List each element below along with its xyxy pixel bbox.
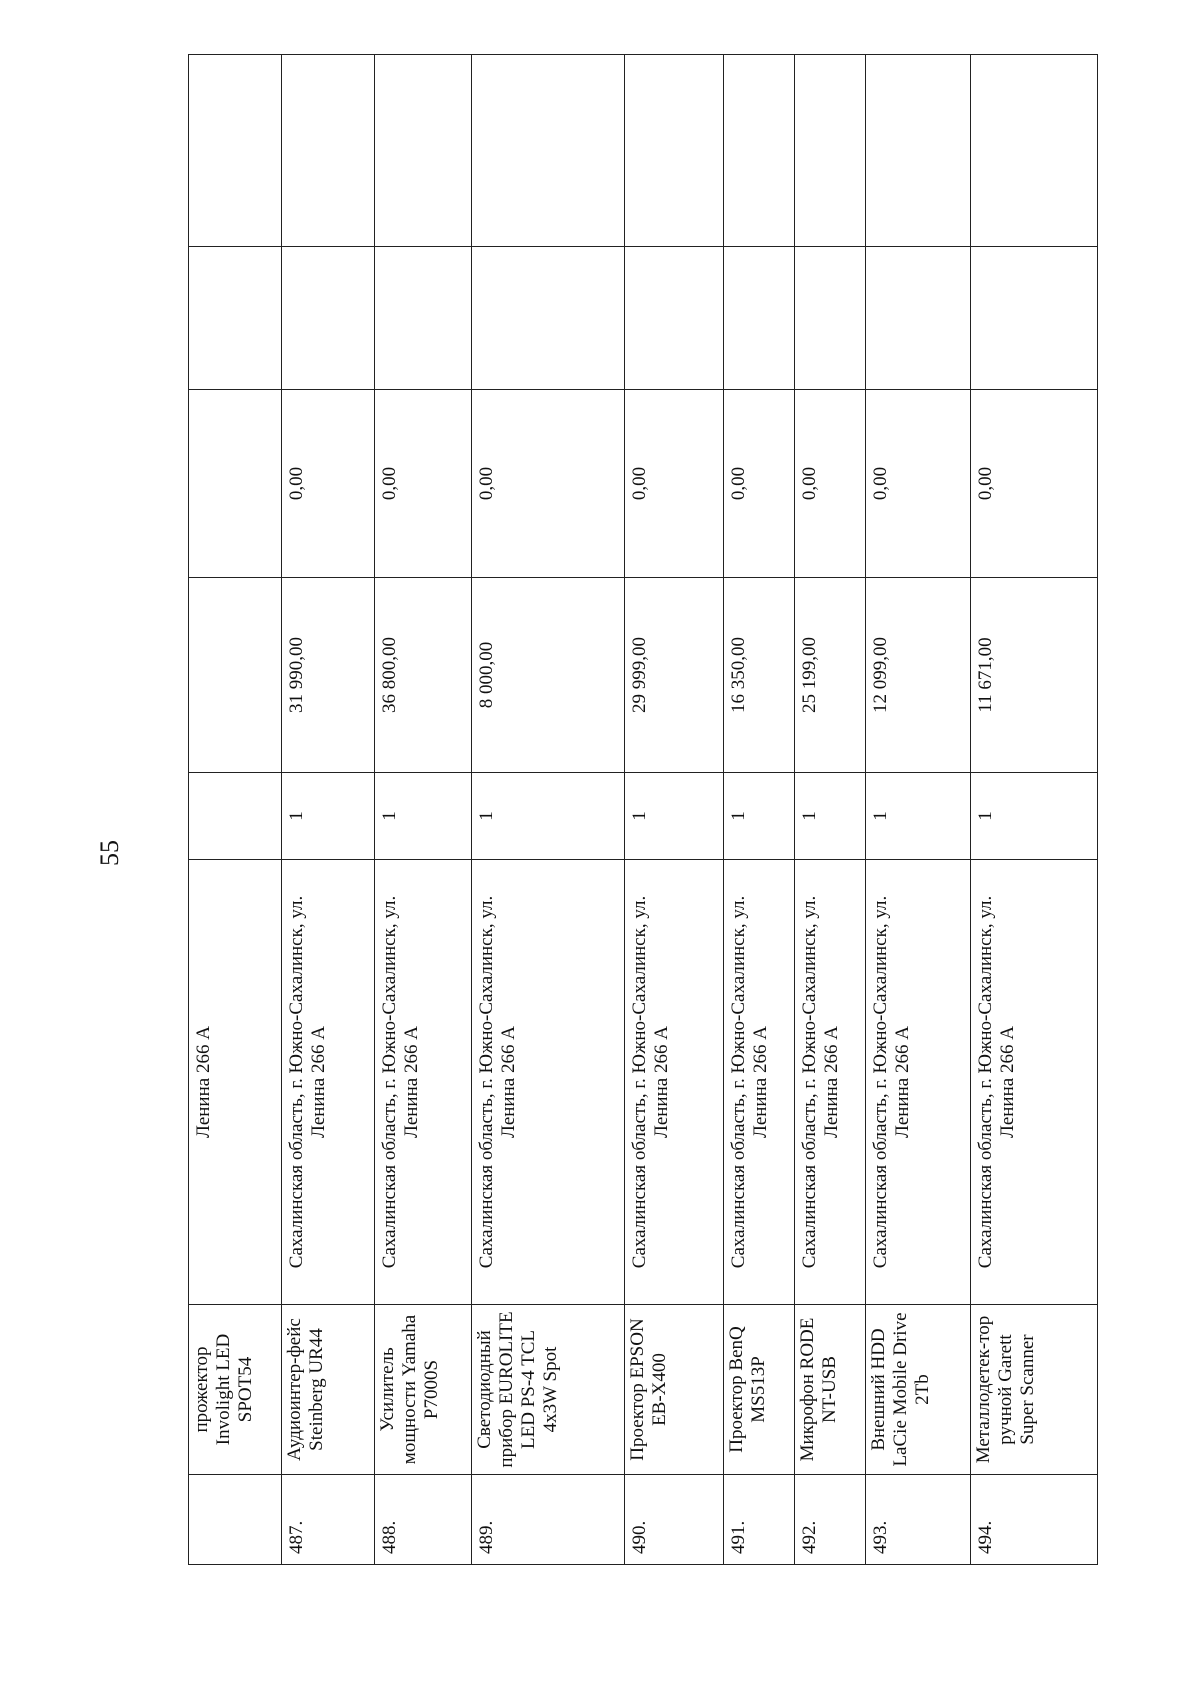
item-residual [189, 390, 282, 578]
table-row [189, 55, 282, 1565]
item-extra-2 [724, 55, 795, 247]
row-number: 488. [375, 1475, 472, 1565]
table-row [724, 55, 795, 1565]
item-extra-1 [724, 247, 795, 390]
item-quantity: 1 [625, 773, 724, 860]
row-number: 487. [281, 1475, 375, 1565]
item-cost: 8 000,00 [472, 578, 625, 773]
item-extra-1 [795, 247, 866, 390]
row-number: 493. [866, 1475, 970, 1565]
item-residual: 0,00 [625, 390, 724, 578]
item-address: Сахалинская область, г. Южно-Сахалинск, ул. Ленина 266 А [724, 860, 795, 1305]
table-row [281, 55, 375, 1565]
item-quantity: 1 [472, 773, 625, 860]
item-name: Металлодетек-тор ручной Garett Super Scanner [970, 1305, 1097, 1475]
item-extra-2 [375, 55, 472, 247]
item-extra-2 [189, 55, 282, 247]
item-quantity: 1 [866, 773, 970, 860]
item-residual: 0,00 [281, 390, 375, 578]
item-residual: 0,00 [795, 390, 866, 578]
item-address: Сахалинская область, г. Южно-Сахалинск, ул. Ленина 266 А [795, 860, 866, 1305]
item-name: прожектор Involight LED SPOT54 [189, 1305, 282, 1475]
item-name: Проектор BenQ MS513P [724, 1305, 795, 1475]
item-cost: 11 671,00 [970, 578, 1097, 773]
inventory-table [188, 54, 1098, 1565]
item-cost [189, 578, 282, 773]
item-residual: 0,00 [472, 390, 625, 578]
item-cost: 29 999,00 [625, 578, 724, 773]
item-cost: 36 800,00 [375, 578, 472, 773]
item-quantity: 1 [724, 773, 795, 860]
row-number: 489. [472, 1475, 625, 1565]
item-name: Аудиоинтер-фейс Steinberg UR44 [281, 1305, 375, 1475]
item-address: Сахалинская область, г. Южно-Сахалинск, ул. Ленина 266 А [281, 860, 375, 1305]
item-name: Микрофон RODE NT-USB [795, 1305, 866, 1475]
item-address: Сахалинская область, г. Южно-Сахалинск, ул. Ленина 266 А [472, 860, 625, 1305]
item-extra-1 [472, 247, 625, 390]
row-number: 492. [795, 1475, 866, 1565]
item-quantity: 1 [375, 773, 472, 860]
item-cost: 25 199,00 [795, 578, 866, 773]
item-extra-2 [625, 55, 724, 247]
item-extra-1 [970, 247, 1097, 390]
table-row [866, 55, 970, 1565]
item-cost: 31 990,00 [281, 578, 375, 773]
item-cost: 16 350,00 [724, 578, 795, 773]
item-residual: 0,00 [866, 390, 970, 578]
item-name: Проектор EPSON EB-X400 [625, 1305, 724, 1475]
item-extra-1 [189, 247, 282, 390]
item-cost: 12 099,00 [866, 578, 970, 773]
item-quantity: 1 [795, 773, 866, 860]
item-address: Ленина 266 А [189, 860, 282, 1305]
row-number: 491. [724, 1475, 795, 1565]
item-quantity [189, 773, 282, 860]
table-row [375, 55, 472, 1565]
item-extra-2 [866, 55, 970, 247]
table-row [970, 55, 1097, 1565]
item-extra-1 [625, 247, 724, 390]
item-extra-2 [795, 55, 866, 247]
item-name: Светодиодный прибор EUROLITE LED PS-4 TCL 4x3W Spot [472, 1305, 625, 1475]
item-address: Сахалинская область, г. Южно-Сахалинск, ул. Ленина 266 А [375, 860, 472, 1305]
item-address: Сахалинская область, г. Южно-Сахалинск, ул. Ленина 266 А [970, 860, 1097, 1305]
item-quantity: 1 [970, 773, 1097, 860]
item-name: Усилитель мощности Yamaha P7000S [375, 1305, 472, 1475]
table-row [795, 55, 866, 1565]
row-number: 490. [625, 1475, 724, 1565]
page-number: 55 [95, 840, 124, 866]
item-extra-2 [970, 55, 1097, 247]
table-row [472, 55, 625, 1565]
table-row [625, 55, 724, 1565]
item-residual: 0,00 [375, 390, 472, 578]
item-residual: 0,00 [970, 390, 1097, 578]
item-residual: 0,00 [724, 390, 795, 578]
item-address: Сахалинская область, г. Южно-Сахалинск, ул. Ленина 266 А [866, 860, 970, 1305]
row-number: 494. [970, 1475, 1097, 1565]
item-extra-1 [281, 247, 375, 390]
item-name: Внешний HDD LaCie Mobile Drive 2Tb [866, 1305, 970, 1475]
item-extra-2 [472, 55, 625, 247]
row-number [189, 1475, 282, 1565]
item-extra-1 [375, 247, 472, 390]
rotated-table-wrapper [188, 55, 1098, 1565]
item-extra-1 [866, 247, 970, 390]
item-quantity: 1 [281, 773, 375, 860]
item-extra-2 [281, 55, 375, 247]
item-address: Сахалинская область, г. Южно-Сахалинск, ул. Ленина 266 А [625, 860, 724, 1305]
